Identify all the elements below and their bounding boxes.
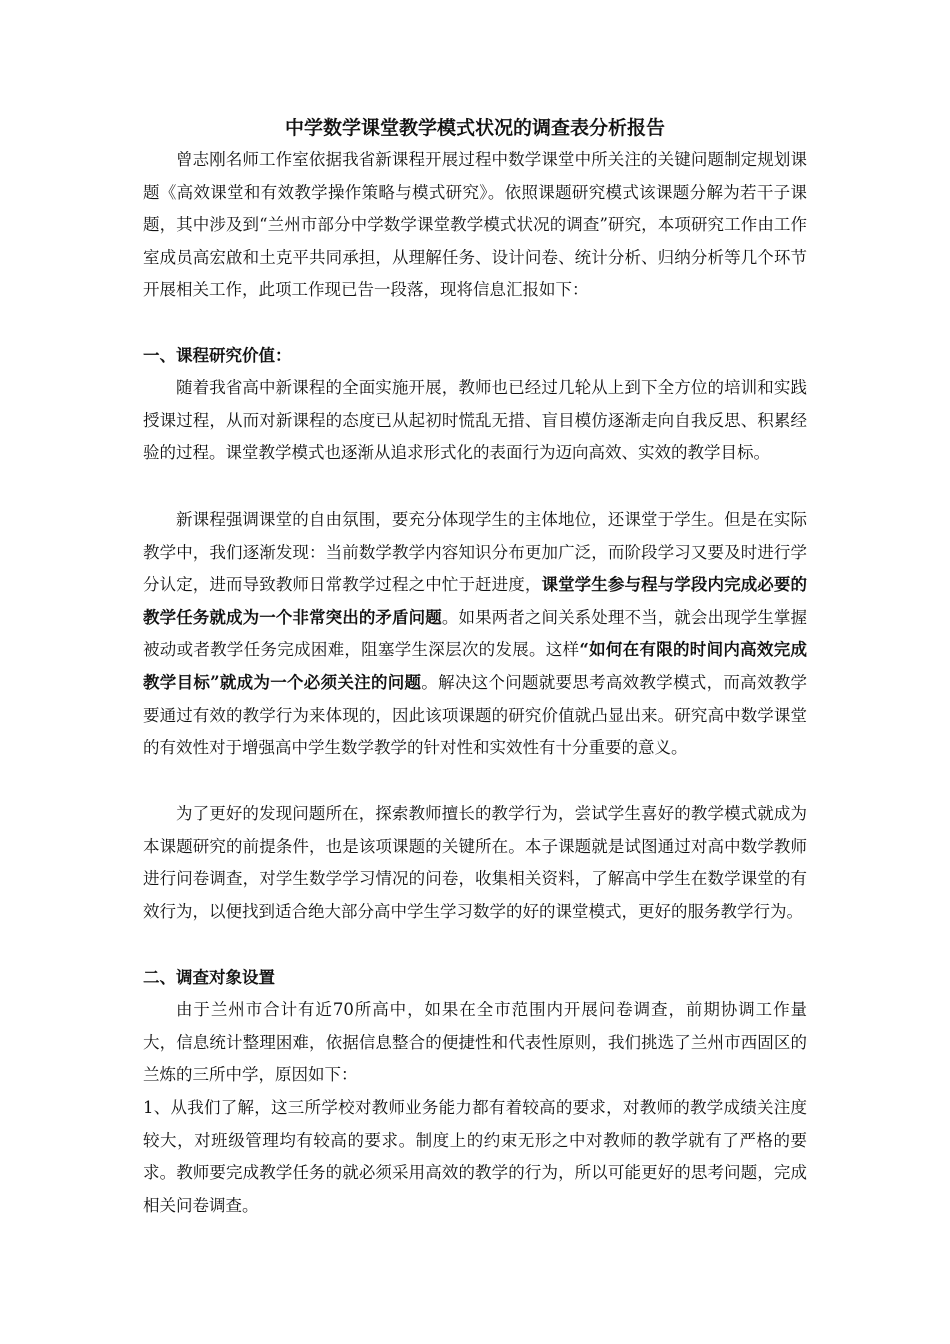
paragraph-2-emphasis-1: 课堂学生参与程与学段内完成必要的教学任务就成为一个非常突出的矛盾问题 [143,575,808,627]
section-1-paragraph-3: 为了更好的发现问题所在，探索教师擅长的教学行为，尝试学生喜好的教学模式就成为本课题研究的前提条件，也是该项课题的关键所在。本子课题就是试图通过对高中数学教师进行问卷调查，对学生数学学习情况的问卷，收集相关资料，了解高中学生在数学课堂的有效行为，以便找到适合绝大部分高中学生学习数学的好的课堂模式，更好的服务教学行为。 [143,804,807,921]
paragraph-2-emphasis-2: “如何在有限的时间内高效完成教学目标”就成为一个必须关注的问题 [143,640,808,692]
section-1-paragraph-1: 随着我省高中新课程的全面实施开展，教师也已经过几轮从上到下全方位的培训和实践授课过程，从而对新课程的态度已从起初时慌乱无措、盲目模仿逐渐走向自我反思、积累经验的过程。课堂教学模式也逐渐从追求形式化的表面行为迈向高效、实效的教学目标。 [143,378,807,463]
section-2-heading: 二、调查对象设置 [143,968,275,987]
section-1-paragraph-2 [143,504,807,765]
document-title: 中学数学课堂教学模式状况的调查表分析报告 [284,117,665,139]
paragraph-2-text-c: 。如果两者之间关系处理不当，就会出现学生掌握被动或者教学任务完成困难，阻塞学生深层次的发展。这样 [143,607,808,660]
section-2-paragraph-2: 1、从我们了解，这三所学校对教师业务能力都有着较高的要求，对教师的教学成绩关注度较大，对班级管理均有较高的要求。制度上的约束无形之中对教师的教学就有了严格的要求。教师要完成教学任务的就必须采用高效的教学的行为，所以可能更好的思考问题，完成相关问卷调查。 [143,1098,807,1215]
paragraph-2-text-a: 新课程强调课堂的自由氛围，要充分体现学生的主体地位，还课堂于学生。但是在实际教学中，我们逐渐发现：当前数学教学内容知识分布更加广泛，而阶段学习又要及时进行学分认定，进而导致教师日常教学过程之中忙于赶进度， [143,510,807,595]
section-2-paragraph-1: 由于兰州市合计有近70所高中，如果在全市范围内开展问卷调查，前期协调工作量大，信息统计整理困难，依据信息整合的便捷性和代表性原则，我们挑选了兰州市西固区的兰炼的三所中学，原因如下： [143,1000,807,1085]
paragraph-2-text-e: 。解决这个问题就要思考高效教学模式，而高效教学要通过有效的教学行为来体现的，因此该项课题的研究价值就凸显出来。研究高中数学课堂的有效性对于增强高中学生数学教学的针对性和实效性有十分重要的意义。 [143,672,808,758]
section-1-heading: 一、课程研究价值： [143,346,292,365]
intro-paragraph: 曾志刚名师工作室依据我省新课程开展过程中数学课堂中所关注的关键问题制定规划课题《高效课堂和有效教学操作策略与模式研究》。依照课题研究模式该课题分解为若干子课题，其中涉及到“兰州市部分中学数学课堂教学模式状况的调查”研究，本项研究工作由工作室成员高宏啟和土克平共同承担，从理解任务、设计问卷、统计分析、归纳分析等几个环节开展相关工作，此项工作现已告一段落，现将信息汇报如下： [143,150,807,300]
